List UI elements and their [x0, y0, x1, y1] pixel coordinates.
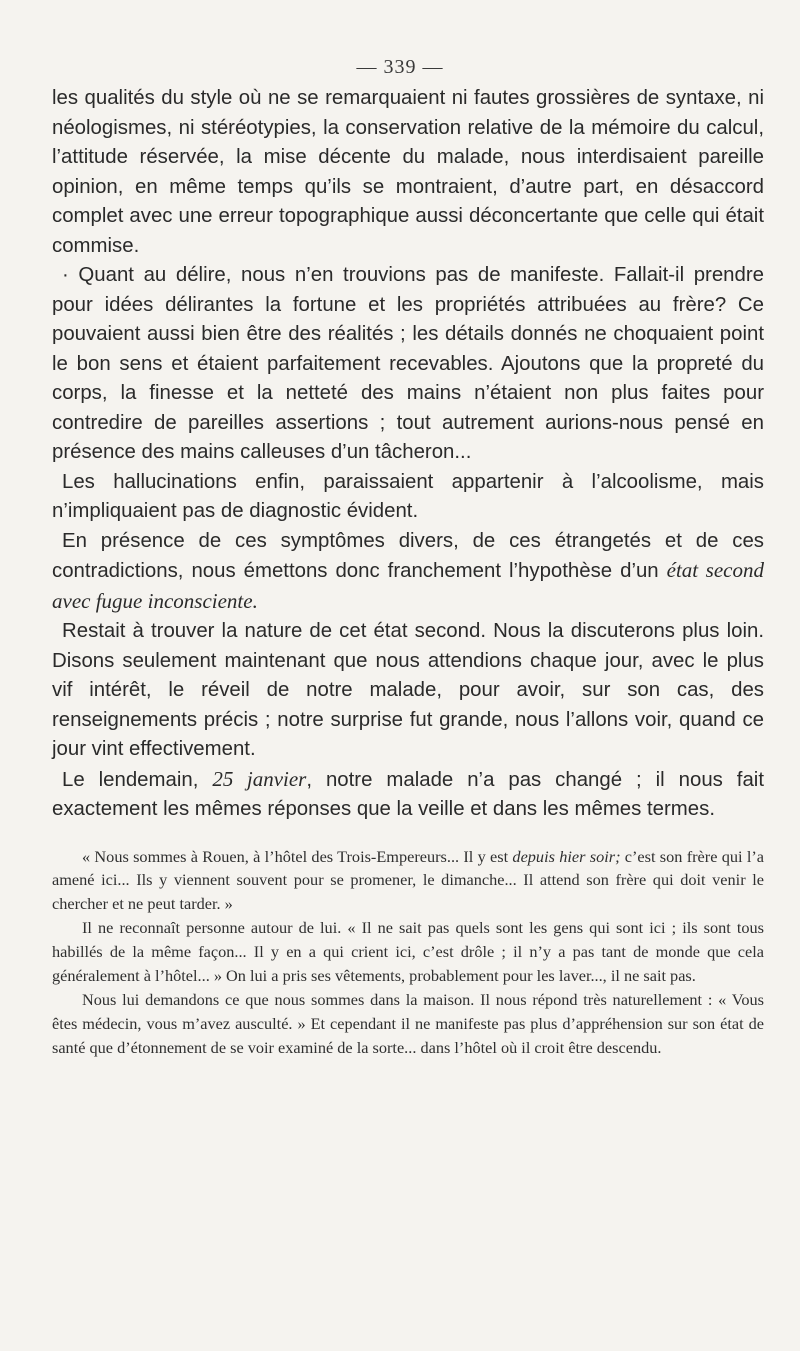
page-number: — 339 —: [356, 56, 444, 78]
paragraph-6-text-a: Le lendemain,: [62, 768, 213, 791]
paragraph-6-date: 25 janvier: [212, 766, 307, 791]
quote-1-text-a: « Nous sommes à Rouen, à l’hôtel des Trois-Empereurs... Il y est: [82, 846, 513, 866]
quote-paragraph-2: Il ne reconnaît personne autour de lui. « Il ne sait pas quels sont les gens qui sont ici ; ils sont tous habillés de la même façon... Il y en a qui crient ici, c’est drôle ; il n’y a pas tant de monde que cela généralement à l’hôtel... » On lui a pris ses vêtements, probablement pour les laver..., il ne sait pas.: [52, 918, 764, 986]
paragraph-2: · Quant au délire, nous n’en trouvions pas de manifeste. Fallait-il prendre pour idées délirantes la fortune et les propriétés attribuées au frère? Ce pouvaient aussi bien être des réalités ; les détails donnés ne choquaient point le bon sens et étaient parfaitement recevables. Ajoutons que la propreté du corps, la finesse et la netteté des mains n’étaient non plus faites pour contredire de pareilles assertions ; tout autrement aurions-nous pensé en présence des mains calleuses d’un tâcheron...: [52, 264, 764, 463]
quote-1-italic: depuis hier soir;: [512, 846, 621, 866]
paragraph-6: [52, 765, 764, 825]
quote-paragraph-1: [52, 845, 764, 917]
paragraph-4-italic: état second avec fugue inconsciente.: [52, 558, 764, 613]
quote-1-text-b: c’est son frère qui l’a amené ici... Ils y viennent souvent pour se promener, le dimanche... Il attend son frère qui doit venir le chercher et ne peut tarder. »: [52, 846, 764, 914]
paragraph-3: Les hallucinations enfin, paraissaient appartenir à l’alcoolisme, mais n’impliquaient pas de diagnostic évident.: [52, 470, 764, 522]
paragraph-1: les qualités du style où ne se remarquaient ni fautes grossières de syntaxe, ni néologismes, ni stéréotypies, la conservation relative de la mémoire du calcul, l’attitude réservée, la mise décente du malade, nous interdisaient pareille opinion, en même temps qu’ils se montraient, d’autre part, en désaccord complet avec une erreur topographique aussi déconcertante que celle qui était commise.: [52, 87, 764, 257]
paragraph-4-text: En présence de ces symptômes divers, de ces étrangetés et de ces contradictions, nous émettons donc franchement l’hypothèse d’un: [52, 529, 764, 582]
quoted-passage: [52, 845, 764, 1060]
paragraph-4: [52, 527, 764, 618]
paragraph-6-text-b: , notre malade n’a pas changé ; il nous fait exactement les mêmes réponses que la veille et dans les mêmes termes.: [52, 768, 764, 820]
paragraph-5: Restait à trouver la nature de cet état second. Nous la discuterons plus loin. Disons seulement maintenant que nous attendions chaque jour, avec le plus vif intérêt, le réveil de notre malade, pour avoir, sur son cas, des renseignements précis ; notre surprise fut grande, nous l’allons voir, quand ce jour vint effectivement.: [52, 620, 764, 760]
quote-paragraph-3: Nous lui demandons ce que nous sommes dans la maison. Il nous répond très naturellement : « Vous êtes médecin, vous m’avez ausculté. » Et cependant il ne manifeste pas plus d’appréhension sur son état de santé que d’étonnement de se voir examiné de la sorte... dans l’hôtel où il croit être descendu.: [52, 989, 764, 1057]
main-text: [52, 84, 764, 825]
text-block: [52, 84, 764, 1060]
